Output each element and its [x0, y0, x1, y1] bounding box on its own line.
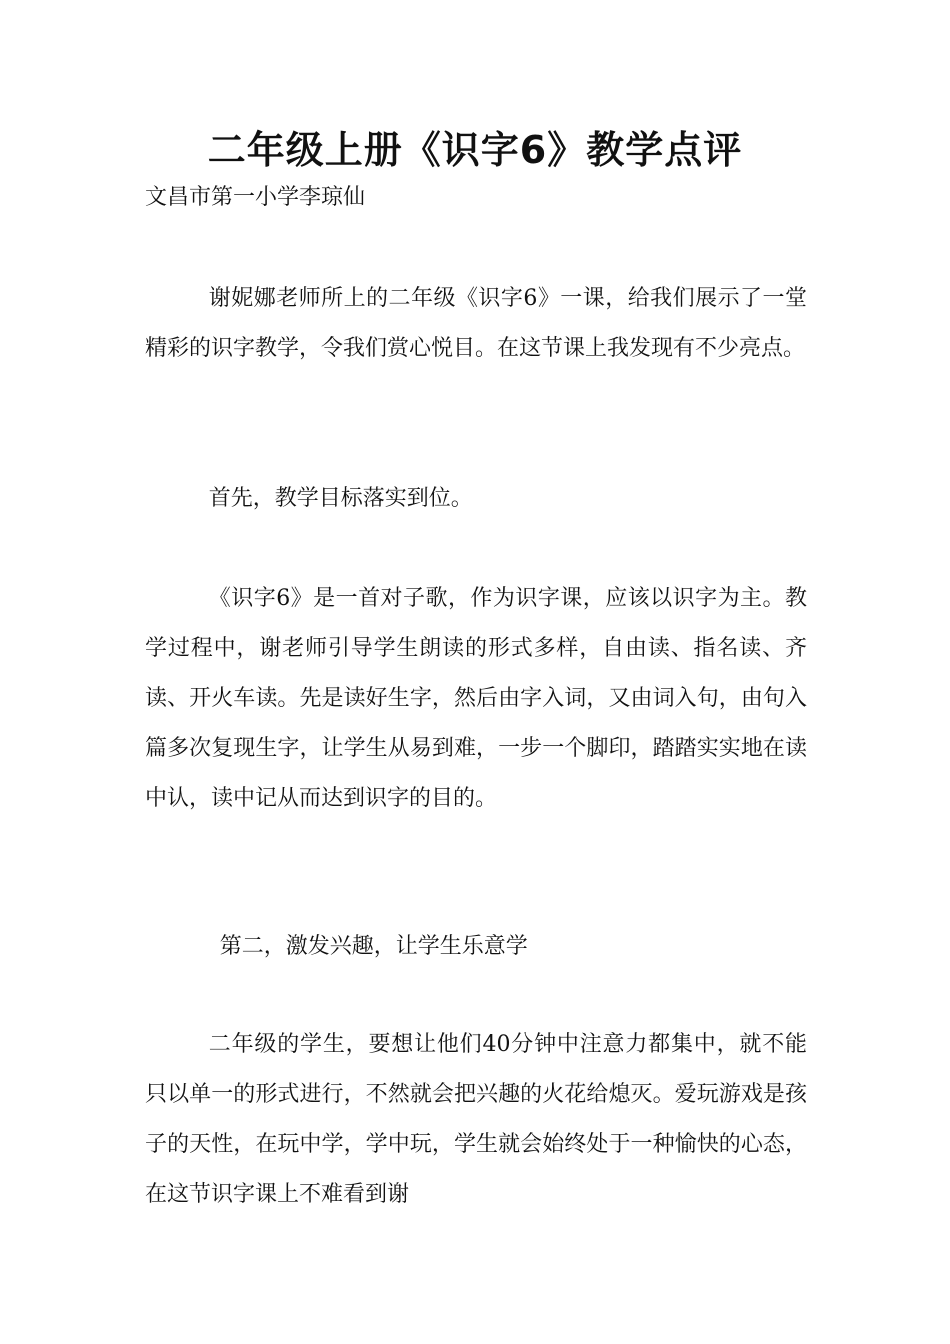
- section-heading-second: 第二，激发兴趣，让学生乐意学: [219, 934, 528, 959]
- author-line: 文昌市第一小学李琼仙: [145, 185, 366, 210]
- paragraph-first-point: 《识字6》是一首对子歌，作为识字课，应该以识字为主。教学过程中，谢老师引导学生朗读的形式多样，自由读、指名读、齐读、开火车读。先是读好生字，然后由字入词，又由词入句，由句入篇多次复现生字，让学生从易到难，一步一个脚印，踏踏实实地在读中认，读中记从而达到识字的目的。: [145, 586, 807, 811]
- section-heading-first: 首先，教学目标落实到位。: [208, 486, 473, 511]
- paragraph-second-point: 二年级的学生，要想让他们40分钟中注意力都集中，就不能只以单一的形式进行，不然就会把兴趣的火花给熄灭。爱玩游戏是孩子的天性，在玩中学，学中玩，学生就会始终处于一种愉快的心态，在这节识字课上不难看到谢: [145, 1032, 807, 1207]
- document-title: 二年级上册《识字6》教学点评: [207, 128, 743, 172]
- paragraph-intro: 谢妮娜老师所上的二年级《识字6》一课，给我们展示了一堂精彩的识字教学，令我们赏心悦目。在这节课上我发现有不少亮点。: [145, 286, 807, 361]
